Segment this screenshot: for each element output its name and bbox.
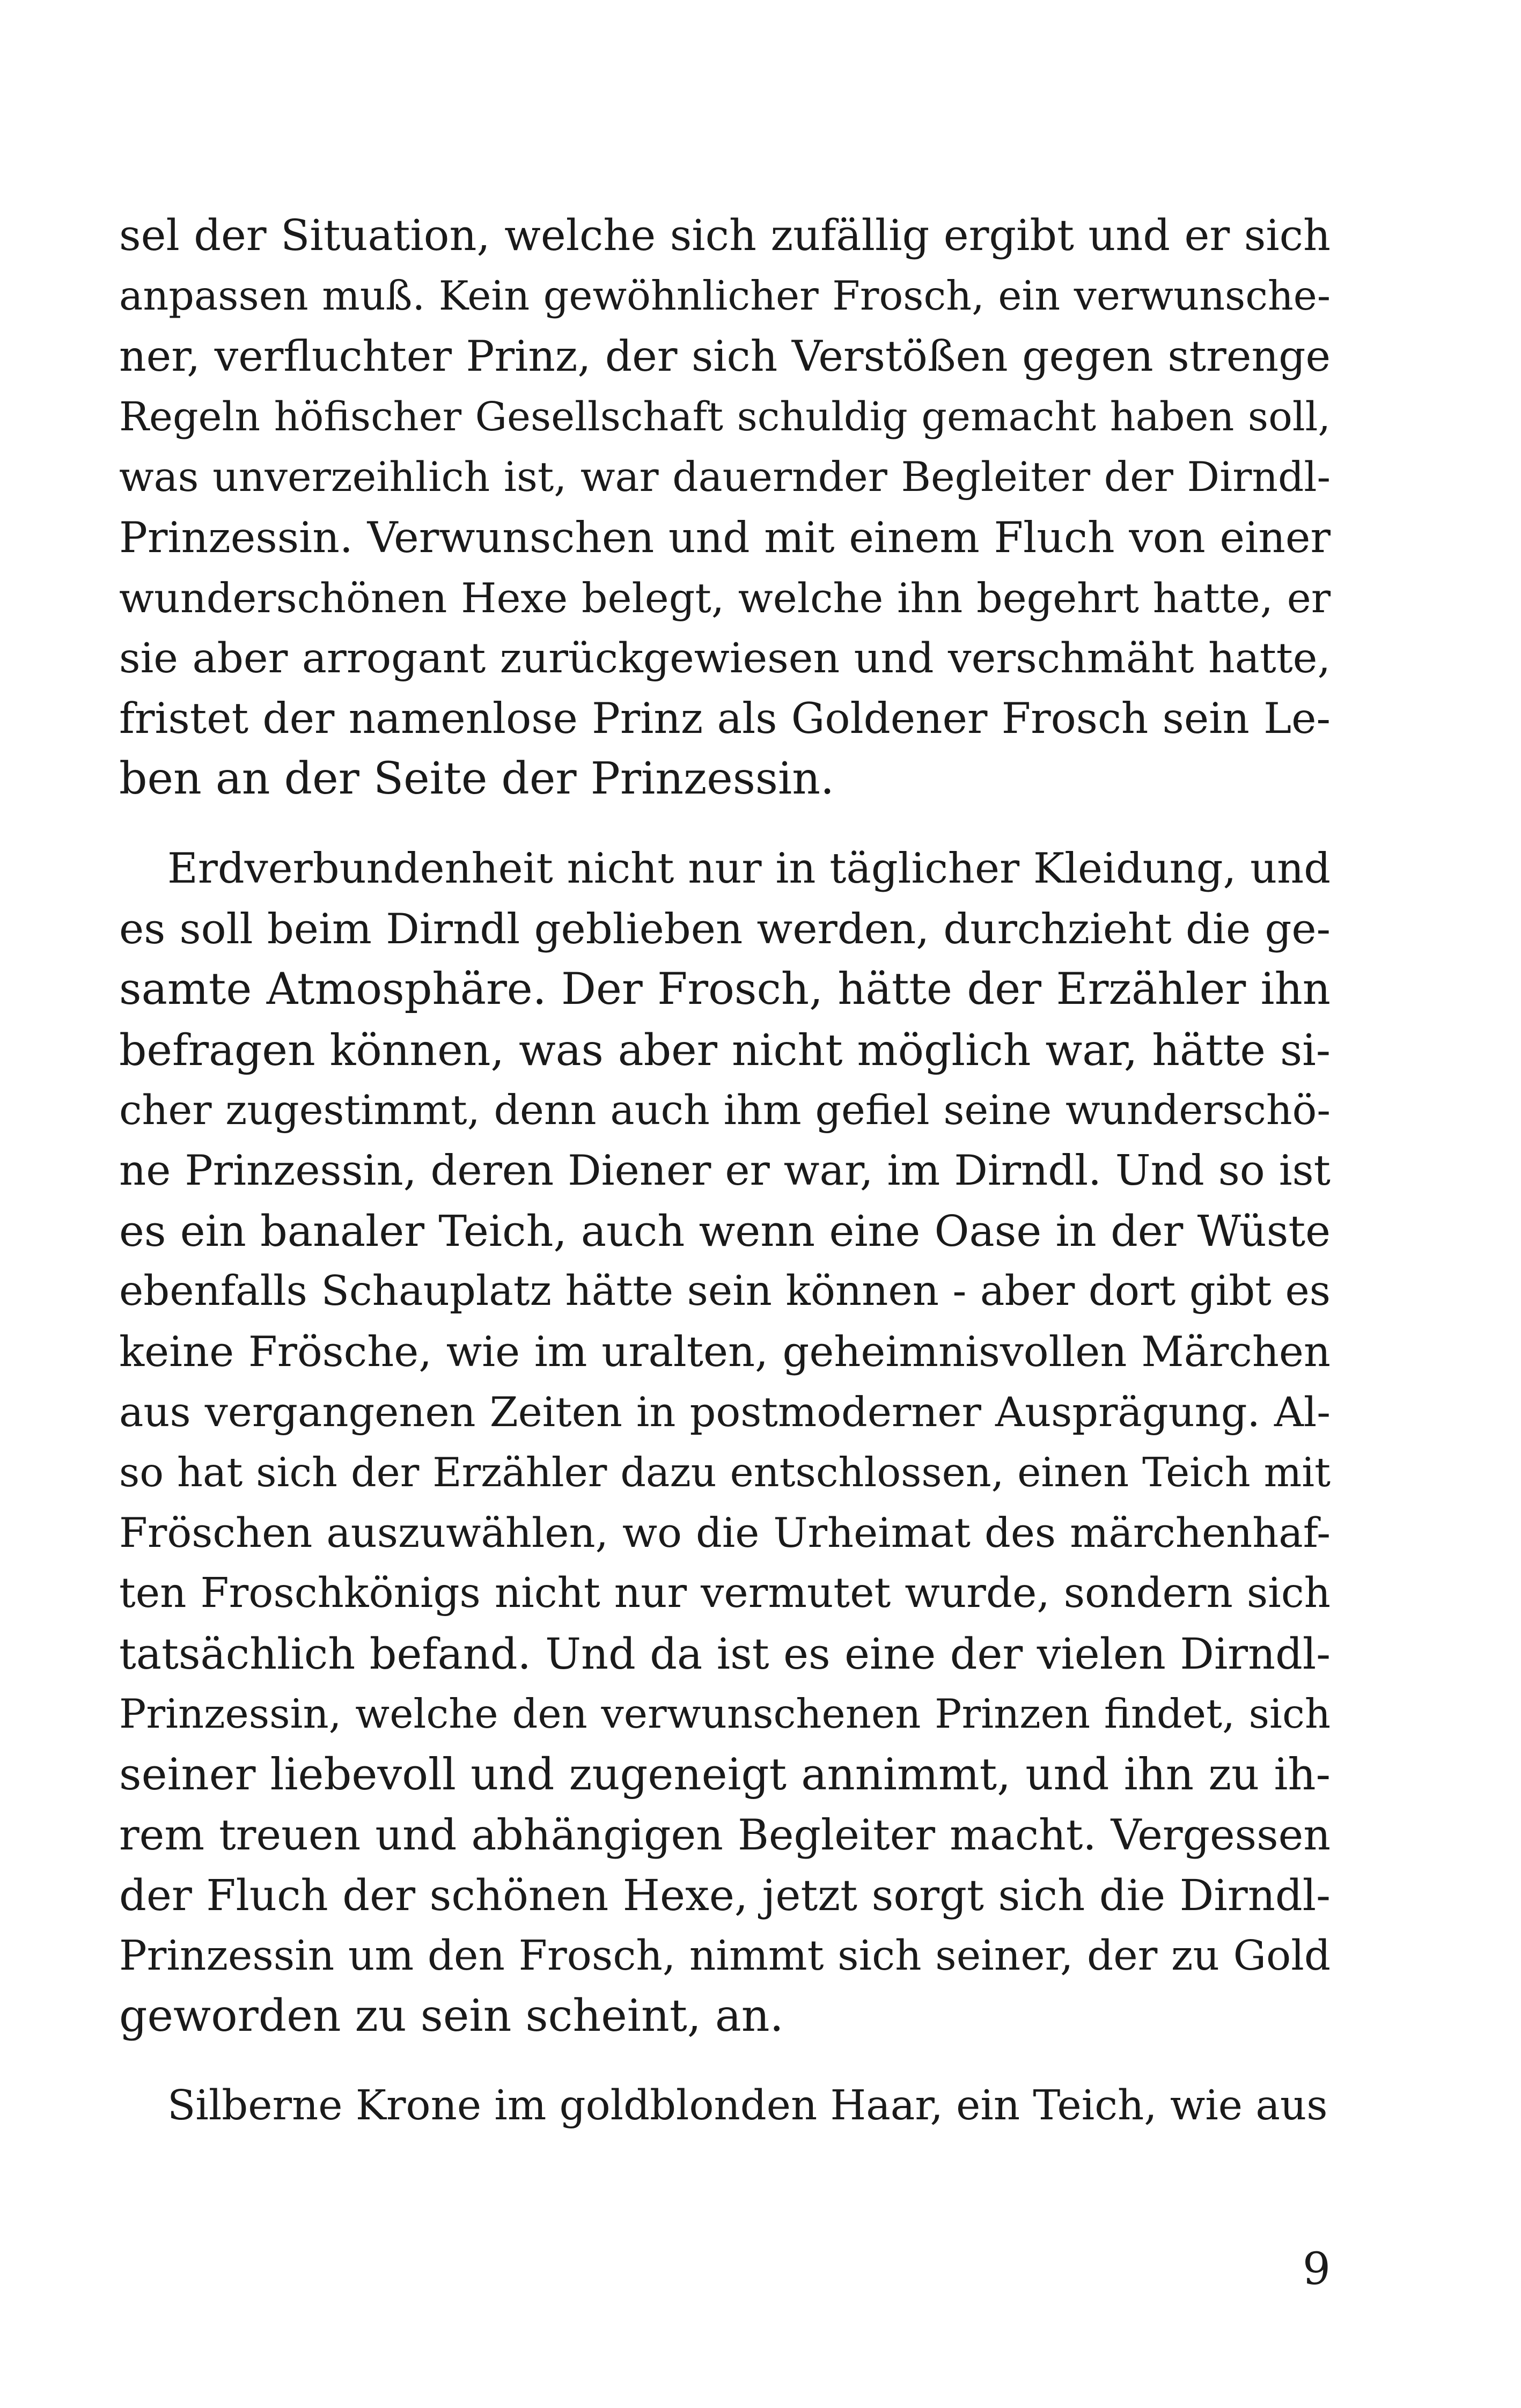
text-line: ben an der Seite der Prinzessin.	[119, 753, 835, 805]
text-line: ne Prinzessin, deren Diener er war, im Dirndl. Und so ist	[119, 1146, 1331, 1195]
text-line: Fröschen auszuwählen, wo die Urheimat des märchenhaf-	[119, 1509, 1331, 1557]
text-line: keine Frösche, wie im uralten, geheimnisvollen Märchen	[119, 1327, 1331, 1376]
paragraph-gap	[119, 810, 1331, 839]
text-line: Prinzessin, welche den verwunschenen Prinzen findet, sich	[119, 1691, 1331, 1738]
text-line: samte Atmosphäre. Der Frosch, hätte der Erzähler ihn	[119, 964, 1331, 1015]
text-line: Prinzessin um den Frosch, nimmt sich seiner, der zu Gold	[119, 1932, 1331, 1980]
text-line: geworden zu sein scheint, an.	[119, 1991, 784, 2042]
text-line: Erdverbundenheit nicht nur in täglicher Kleidung, und	[167, 844, 1331, 893]
paragraph	[119, 2076, 1331, 2137]
text-line: so hat sich der Erzähler dazu entschlossen, einen Teich mit	[119, 1449, 1331, 1496]
text-line: rem treuen und abhängigen Begleiter macht. Vergessen	[119, 1810, 1331, 1860]
text-line: Regeln höfischer Gesellschaft schuldig gemacht haben soll,	[119, 393, 1331, 440]
text-line: Prinzessin. Verwunschen und mit einem Fluch von einer	[119, 512, 1331, 562]
text-line: befragen können, was aber nicht möglich war, hätte si-	[119, 1024, 1331, 1075]
text-line: ebenfalls Schauplatz hätte sein können - aber dort gibt es	[119, 1267, 1331, 1316]
text-line: fristet der namenlose Prinz als Goldener Frosch sein Le-	[119, 694, 1331, 743]
body-text	[119, 205, 1331, 2136]
page-number: 9	[1302, 2244, 1331, 2295]
paragraph-gap	[119, 2047, 1331, 2076]
text-line: es soll beim Dirndl geblieben werden, durchzieht die ge-	[119, 905, 1331, 953]
text-line: Silberne Krone im goldblonden Haar, ein Teich, wie aus	[167, 2081, 1328, 2130]
text-line: der Fluch der schönen Hexe, jetzt sorgt sich die Dirndl-	[119, 1870, 1331, 1921]
text-line: seiner liebevoll und zugeneigt annimmt, und ihn zu ih-	[119, 1749, 1331, 1800]
text-line: anpassen muß. Kein gewöhnlicher Frosch, ein verwunsche-	[119, 272, 1331, 319]
text-line: aus vergangenen Zeiten in postmoderner Ausprägung. Al-	[119, 1388, 1331, 1436]
text-line: cher zugestimmt, denn auch ihm gefiel seine wunderschö-	[119, 1086, 1331, 1134]
paragraph	[119, 839, 1331, 2047]
text-line: was unverzeihlich ist, war dauernder Begleiter der Dirndl-	[119, 453, 1331, 501]
paragraph	[119, 205, 1331, 810]
text-line: ner, verfluchter Prinz, der sich Verstößen gegen strenge	[119, 332, 1331, 381]
text-line: sel der Situation, welche sich zufällig ergibt und er sich	[119, 211, 1331, 260]
text-line: tatsächlich befand. Und da ist es eine der vielen Dirndl-	[119, 1628, 1331, 1679]
text-line: wunderschönen Hexe belegt, welche ihn begehrt hatte, er	[119, 574, 1331, 622]
text-line: sie aber arrogant zurückgewiesen und verschmäht hatte,	[119, 634, 1331, 683]
text-line: ten Froschkönigs nicht nur vermutet wurde, sondern sich	[119, 1569, 1331, 1618]
text-line: es ein banaler Teich, auch wenn eine Oase in der Wüste	[119, 1206, 1331, 1256]
